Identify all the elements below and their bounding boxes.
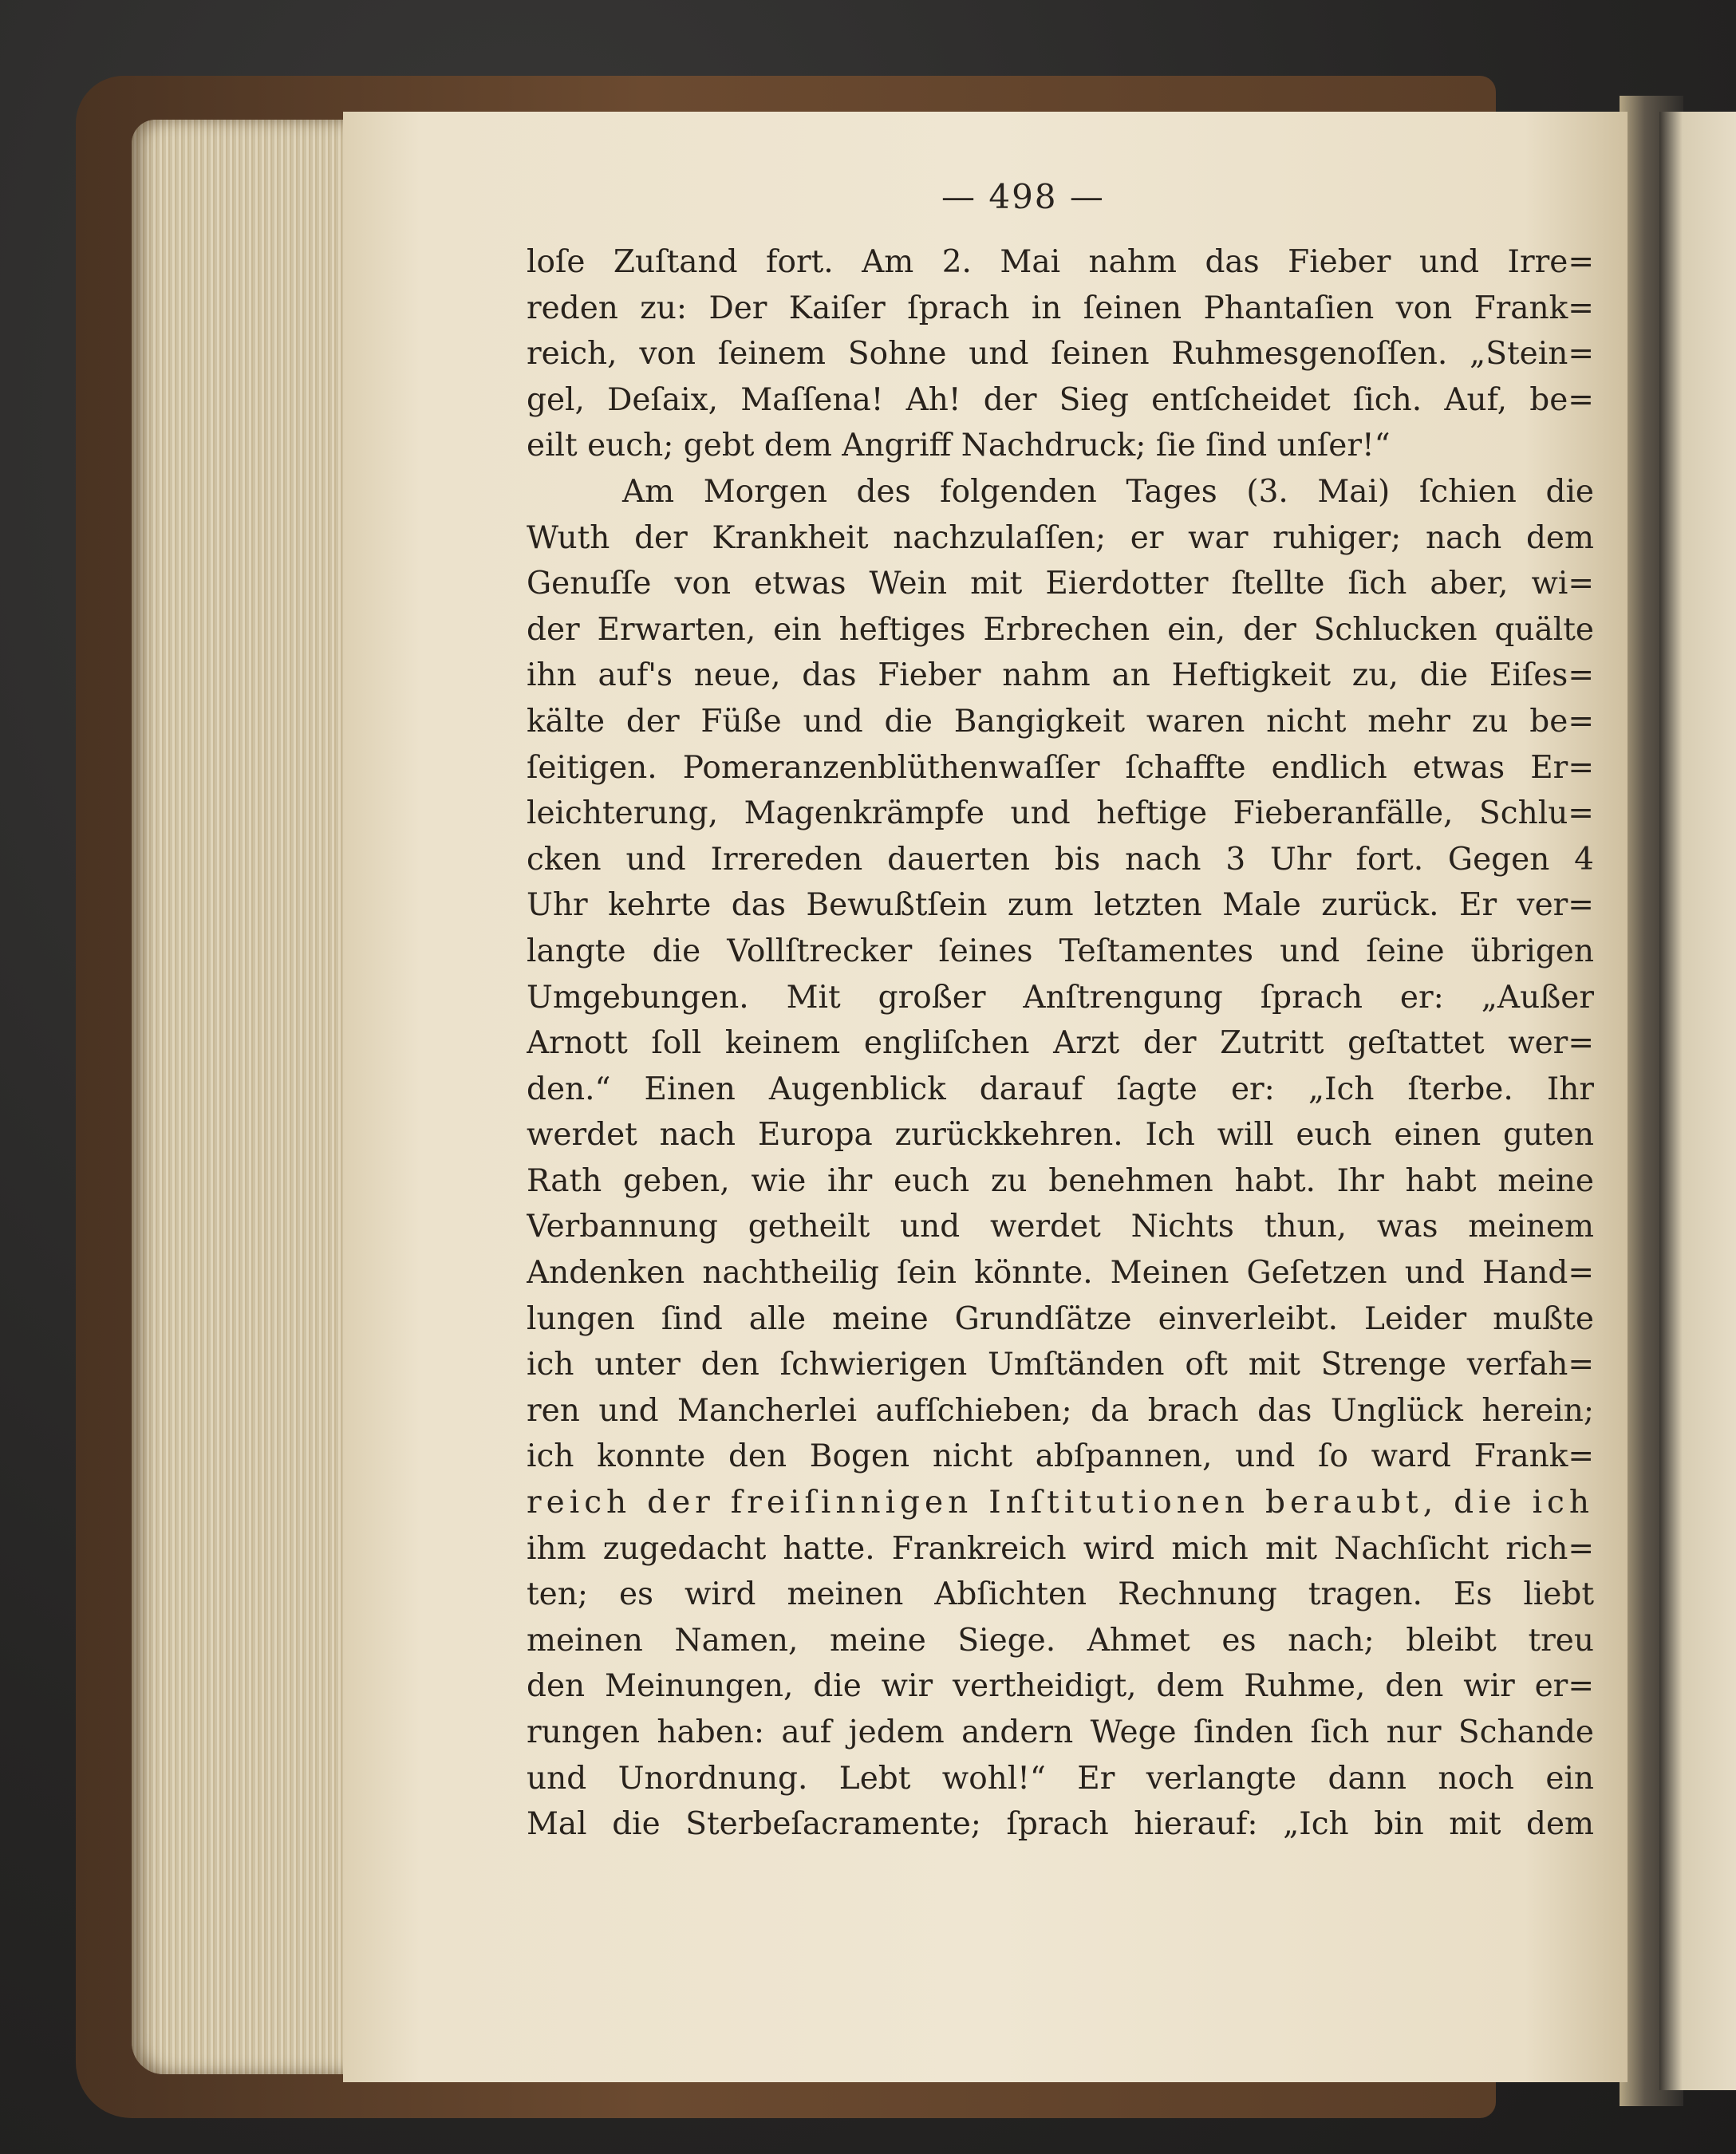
text-line: kälte der Füße und die Bangigkeit waren nicht mehr zu be=: [527, 703, 1594, 740]
text-line: der Erwarten, ein heftiges Erbrechen ein, der Schlucken quälte: [527, 611, 1594, 648]
text-line: werdet nach Europa zurückkehren. Ich will euch einen guten: [527, 1117, 1594, 1154]
text-line: Rath geben, wie ihr euch zu benehmen habt. Ihr habt meine: [527, 1162, 1594, 1199]
text-line: langte die Vollſtrecker ſeines Teſtamentes und ſeine übrigen: [527, 933, 1594, 969]
text-line: lungen ſind alle meine Grundſätze einverleibt. Leider mußte: [527, 1300, 1594, 1337]
text-line: und Unordnung. Lebt wohl!“ Er verlangte dann noch ein: [527, 1760, 1594, 1797]
text-line: gel, Deſaix, Maſſena! Ah! der Sieg entſcheidet ſich. Auf, be=: [527, 381, 1594, 418]
text-line: ich unter den ſchwierigen Umſtänden oft mit Strenge verfah=: [527, 1347, 1594, 1383]
page-edges: [132, 120, 355, 2074]
text-line: Andenken nachtheilig ſein könnte. Meinen Geſetzen und Hand=: [527, 1255, 1594, 1292]
text-line: Uhr kehrte das Bewußtſein zum letzten Male zurück. Er ver=: [527, 887, 1594, 924]
text-line: eilt euch; gebt dem Angriff Nachdruck; ſie ſind unſer!“: [527, 428, 1391, 464]
text-line: den.“ Einen Augenblick darauf ſagte er: „Ich ſterbe. Ihr: [527, 1071, 1594, 1107]
text-line: reden zu: Der Kaiſer ſprach in ſeinen Phantaſien von Frank=: [527, 290, 1594, 326]
text-line: ihm zugedacht hatte. Frankreich wird mich mit Nachſicht rich=: [527, 1530, 1594, 1567]
text-line: loſe Zuſtand fort. Am 2. Mai nahm das Fieber und Irre=: [527, 244, 1594, 280]
text-line: den Meinungen, die wir vertheidigt, dem Ruhme, den wir er=: [527, 1668, 1594, 1705]
text-line: meinen Namen, meine Siege. Ahmet es nach; bleibt treu: [527, 1622, 1594, 1659]
text-line: reich, von ſeinem Sohne und ſeinen Ruhmesgenoſſen. „Stein=: [527, 336, 1594, 373]
text-line: Arnott ſoll keinem engliſchen Arzt der Zutritt geſtattet wer=: [527, 1025, 1594, 1062]
text-line: reich der freiſinnigen Inſtitutionen beraubt, die ich: [527, 1485, 1594, 1521]
text-line: Am Morgen des folgenden Tages (3. Mai) ſchien die: [622, 473, 1594, 510]
text-line: ich konnte den Bogen nicht abſpannen, und ſo ward Frank=: [527, 1438, 1594, 1475]
text-line: cken und Irrereden dauerten bis nach 3 Uhr fort. Gegen 4: [527, 841, 1594, 878]
text-line: ſeitigen. Pomeranzenblüthenwaſſer ſchaffte endlich etwas Er=: [527, 749, 1594, 786]
body-text: [527, 239, 1594, 1848]
text-line: ihn auf's neue, das Fieber nahm an Heftigkeit zu, die Eiſes=: [527, 657, 1594, 694]
text-line: Umgebungen. Mit großer Anſtrengung ſprach er: „Außer: [527, 979, 1594, 1016]
text-line: Wuth der Krankheit nachzulaſſen; er war ruhiger; nach dem: [527, 519, 1594, 556]
text-line: Genuſſe von etwas Wein mit Eierdotter ſtellte ſich aber, wi=: [527, 566, 1594, 602]
text-line: rungen haben: auf jedem andern Wege ſinden ſich nur Schande: [527, 1714, 1594, 1750]
text-line: leichterung, Magenkrämpfe und heftige Fieberanfälle, Schlu=: [527, 795, 1594, 832]
page-number: — 498 —: [941, 177, 1105, 216]
text-line: Verbannung getheilt und werdet Nichts thun, was meinem: [527, 1209, 1594, 1245]
text-line: Mal die Sterbeſacramente; ſprach hierauf: „Ich bin mit dem: [527, 1806, 1594, 1843]
text-line: ten; es wird meinen Abſichten Rechnung tragen. Es liebt: [527, 1576, 1594, 1613]
text-line: ren und Mancherlei aufſchieben; da brach das Unglück herein;: [527, 1392, 1594, 1429]
facing-page-edge: [1659, 112, 1736, 2090]
